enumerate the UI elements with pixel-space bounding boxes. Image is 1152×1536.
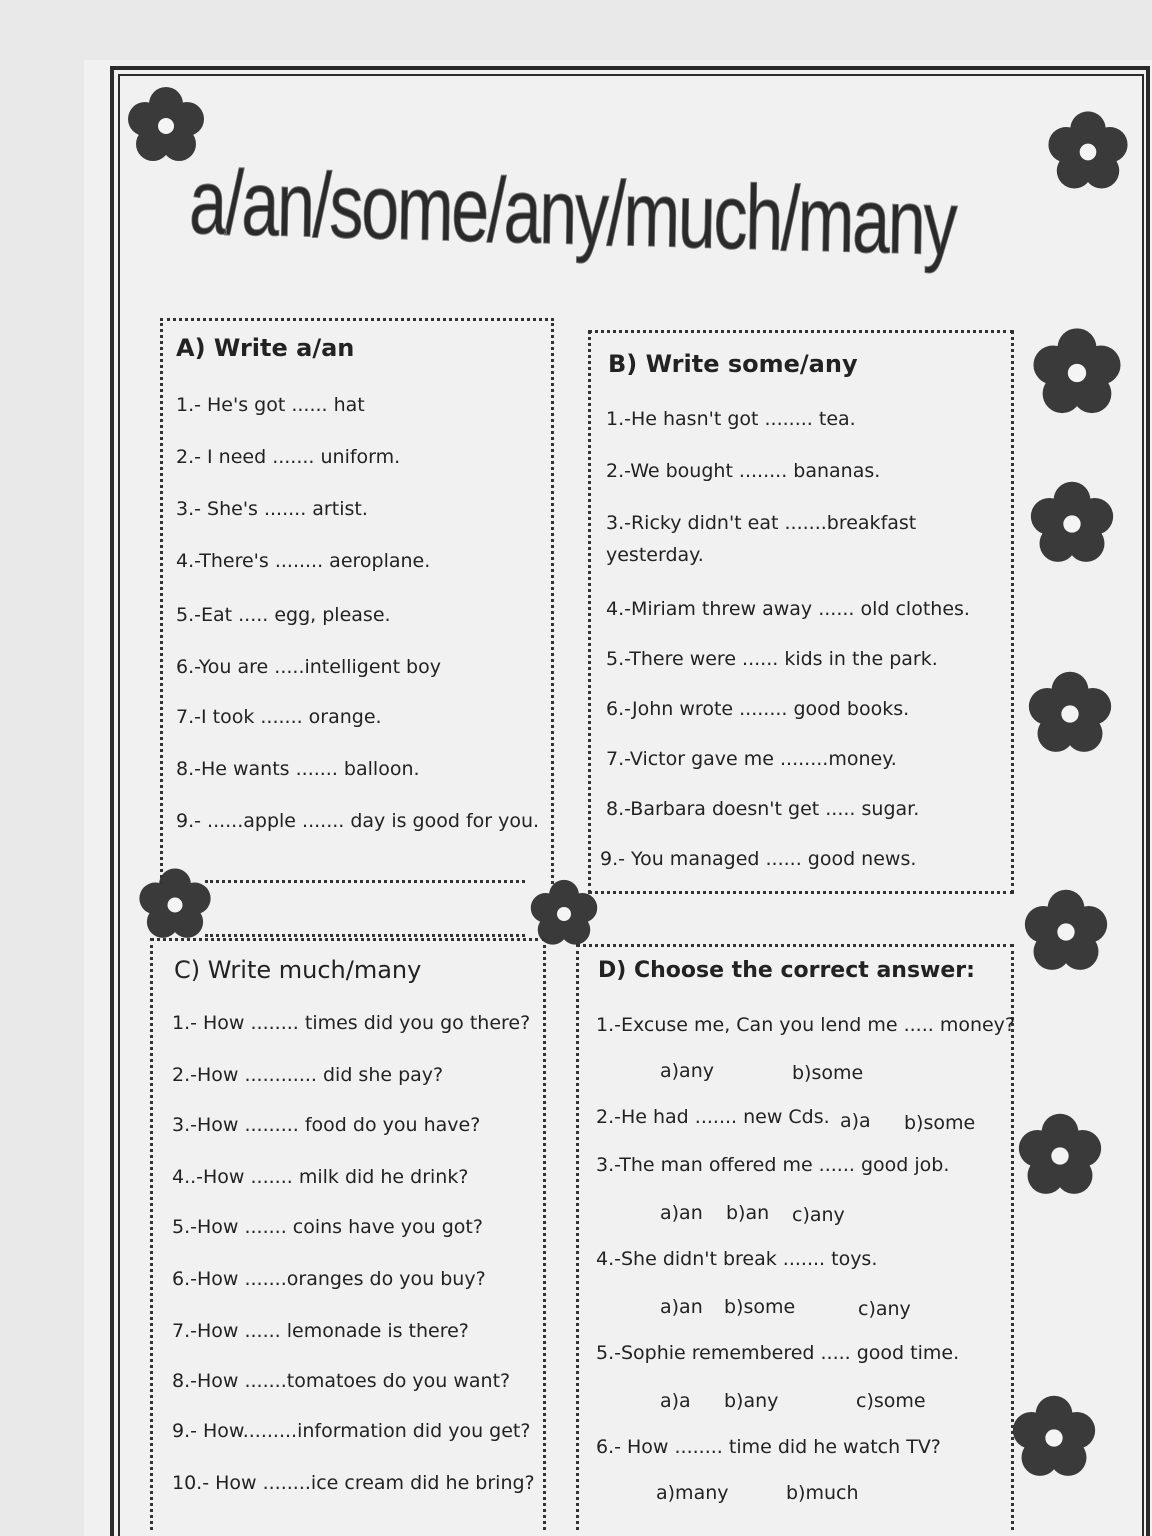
section-d-option: a)an	[660, 1202, 703, 1224]
section-d-option: a)an	[660, 1296, 703, 1318]
section-c-item: 5.-How ....... coins have you got?	[172, 1216, 483, 1238]
section-d-option: c)some	[856, 1390, 926, 1412]
section-c-item: 2.-How ............ did she pay?	[172, 1064, 444, 1086]
section-a-item: 4.-There's ........ aeroplane.	[176, 550, 431, 572]
section-d-option: b)some	[792, 1062, 864, 1084]
section-d-heading: D) Choose the correct answer:	[598, 958, 975, 983]
section-d-option: c)any	[858, 1298, 911, 1320]
section-b-item: 7.-Victor gave me ........money.	[606, 748, 897, 770]
section-a-item: 2.- I need ....... uniform.	[176, 446, 401, 468]
section-d-option: a)many	[656, 1482, 729, 1504]
section-a-item: 6.-You are .....intelligent boy	[176, 656, 441, 678]
worksheet-title: a/an/some/any/much/many	[188, 150, 957, 275]
section-b-item: 1.-He hasn't got ........ tea.	[606, 408, 856, 430]
section-c-item: 6.-How .......oranges do you buy?	[172, 1268, 486, 1290]
section-c-top-rule	[205, 934, 525, 937]
section-d-option: a)any	[660, 1060, 714, 1082]
section-a-item: 7.-I took ....... orange.	[176, 706, 382, 728]
section-d-option: a)a	[840, 1110, 871, 1132]
section-b-item: 5.-There were ...... kids in the park.	[606, 648, 938, 670]
section-d-option: b)some	[724, 1296, 796, 1318]
section-a-item: 8.-He wants ....... balloon.	[176, 758, 420, 780]
section-a-item: 3.- She's ....... artist.	[176, 498, 368, 520]
section-b-item: 3.-Ricky didn't eat .......breakfast	[606, 512, 917, 534]
section-d-option: b)any	[724, 1390, 779, 1412]
section-b-heading: B) Write some/any	[608, 350, 858, 378]
section-b-item: 6.-John wrote ........ good books.	[606, 698, 910, 720]
section-c-item: 8.-How .......tomatoes do you want?	[172, 1370, 511, 1392]
flower-icon	[1014, 880, 1118, 984]
flower-icon	[1018, 662, 1122, 766]
flower-icon	[1022, 318, 1132, 428]
section-a-item: 5.-Eat ..... egg, please.	[176, 604, 391, 626]
flower-icon	[1038, 102, 1138, 202]
section-c-item: 7.-How ...... lemonade is there?	[172, 1320, 469, 1342]
section-d-question: 4.-She didn't break ....... toys.	[596, 1248, 878, 1270]
section-d-option: b)some	[904, 1112, 976, 1134]
section-c-item: 3.-How ......... food do you have?	[172, 1114, 481, 1136]
section-c-item: 9.- How.........information did you get?	[172, 1420, 531, 1442]
section-b-item: 4.-Miriam threw away ...... old clothes.	[606, 598, 970, 620]
section-c-heading: C) Write much/many	[174, 956, 422, 984]
section-a-bottom-rule	[205, 880, 525, 883]
section-c-item: 10.- How ........ice cream did he bring?	[172, 1472, 535, 1494]
section-c-item: 1.- How ........ times did you go there?	[172, 1012, 531, 1034]
section-a-item: 1.- He's got ...... hat	[176, 394, 365, 416]
section-d-question: 2.-He had ....... new Cds.	[596, 1106, 830, 1128]
section-d-question: 3.-The man offered me ...... good job.	[596, 1154, 950, 1176]
section-d-option: b)an	[726, 1202, 770, 1224]
section-c-item: 4..-How ....... milk did he drink?	[172, 1166, 469, 1188]
section-a-heading: A) Write a/an	[176, 334, 355, 362]
section-d-question: 6.- How ........ time did he watch TV?	[596, 1436, 941, 1458]
flower-icon	[1008, 1104, 1112, 1208]
section-d-question: 5.-Sophie remembered ..... good time.	[596, 1342, 960, 1364]
section-a-item: 9.- ......apple ....... day is good for you.	[176, 810, 540, 832]
section-b-item: 2.-We bought ........ bananas.	[606, 460, 881, 482]
flower-icon	[1002, 1386, 1106, 1490]
section-d-question: 1.-Excuse me, Can you lend me ..... money?	[596, 1014, 1016, 1036]
section-b-item: 8.-Barbara doesn't get ..... sugar.	[606, 798, 920, 820]
section-d-option: b)much	[786, 1482, 859, 1504]
section-b-item: yesterday.	[606, 544, 704, 566]
flower-icon	[1020, 472, 1124, 576]
section-b-item: 9.- You managed ...... good news.	[600, 848, 917, 870]
section-d-option: a)a	[660, 1390, 691, 1412]
section-d-option: c)any	[792, 1204, 845, 1226]
